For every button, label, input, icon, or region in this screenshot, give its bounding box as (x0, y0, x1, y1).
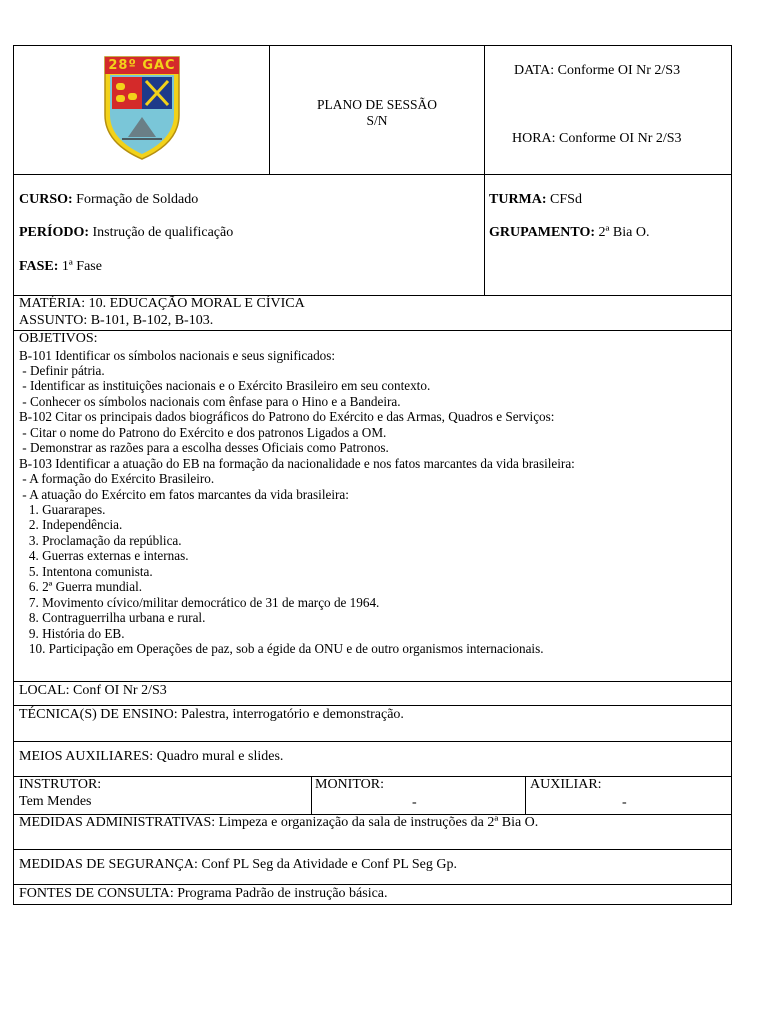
sources-row (13, 885, 732, 905)
date-time-cell (485, 46, 731, 174)
grupamento-label: GRUPAMENTO: (489, 225, 596, 240)
objective-line: B-103 Identificar a atuação do EB na formação da nacionalidade e nos fatos marcantes da vida brasileira: (19, 455, 575, 471)
title-line-1: PLANO DE SESSÃO (316, 97, 438, 112)
admin-measures-row (13, 815, 732, 850)
resources-cell: MEIOS AUXILIARES: Quadro mural e slides. (19, 749, 284, 764)
techniques-cell: TÉCNICA(S) DE ENSINO: Palestra, interrogatório e demonstração. (19, 707, 404, 722)
periodo-value: Instrução de qualificação (89, 225, 234, 240)
objective-line: 1. Guararapes. (19, 502, 106, 518)
objective-line: 8. Contraguerrilha urbana e rural. (19, 610, 206, 626)
staff-row (13, 777, 732, 815)
objective-line: 5. Intentona comunista. (19, 563, 153, 579)
techniques-row (13, 706, 732, 742)
objective-line: 9. História do EB. (19, 625, 125, 641)
time-field: HORA: Conforme OI Nr 2/S3 (512, 131, 682, 146)
emblem-cell (14, 46, 270, 174)
periodo-line (19, 225, 233, 241)
objective-line: 10. Participação em Operações de paz, sob a égide da ONU e de outro organismos internacionais. (19, 641, 544, 657)
instructor-label: INSTRUTOR: (19, 777, 102, 792)
instructor-cell (14, 777, 312, 814)
assistant-value: - (622, 795, 627, 810)
monitor-value: - (412, 795, 417, 810)
session-plan-document (13, 45, 732, 905)
safety-measures-row (13, 850, 732, 885)
turma-value: CFSd (546, 192, 582, 207)
objective-line: - A formação do Exército Brasileiro. (19, 471, 215, 487)
objective-line: - Conhecer os símbolos nacionais com ênfase para o Hino e a Bandeira. (19, 393, 401, 409)
turma-line (489, 192, 582, 208)
resources-row (13, 742, 732, 777)
safety-measures-cell: MEDIDAS DE SEGURANÇA: Conf PL Seg da Atividade e Conf PL Seg Gp. (19, 857, 458, 872)
emblem-banner-text: 28º GAC (108, 58, 176, 73)
objective-line: 7. Movimento cívico/militar democrático de 31 de março de 1964. (19, 594, 380, 610)
assunto-line: ASSUNTO: B-101, B-102, B-103. (19, 312, 214, 328)
objective-line: 4. Guerras externas e internas. (19, 548, 189, 564)
grupamento-line (489, 225, 649, 241)
objective-line: B-101 Identificar os símbolos nacionais e seus significados: (19, 347, 336, 363)
objectives-row (13, 331, 732, 682)
fase-value: 1ª Fase (58, 259, 102, 274)
objective-line: - Definir pátria. (19, 362, 105, 378)
objective-line: - Citar o nome do Patrono do Exército e dos patronos Ligados a OM. (19, 424, 387, 440)
instructor-value: Tem Mendes (19, 793, 92, 809)
course-info-row (13, 175, 732, 296)
document-title (270, 97, 484, 129)
objective-line: 6. 2ª Guerra mundial. (19, 579, 143, 595)
monitor-label: MONITOR: (315, 777, 384, 792)
objective-line: B-102 Citar os principais dados biográficos do Patrono do Exército e das Armas, Quadros e Serviços: (19, 409, 555, 425)
objective-line: - Demonstrar as razões para a escolha desses Oficiais como Patronos. (19, 440, 389, 456)
monitor-cell (312, 777, 526, 814)
objective-line: - A atuação do Exército em fatos marcantes da vida brasileira: (19, 486, 349, 502)
curso-line (19, 192, 198, 208)
date-field: DATA: Conforme OI Nr 2/S3 (514, 63, 681, 78)
location-cell: LOCAL: Conf OI Nr 2/S3 (19, 683, 167, 698)
location-row (13, 682, 732, 706)
grupamento-value: 2ª Bia O. (595, 225, 650, 240)
objective-line: 2. Independência. (19, 517, 123, 533)
objectives-list (19, 348, 726, 657)
assistant-cell (526, 777, 731, 814)
subject-row (13, 296, 732, 331)
fase-label: FASE: (19, 259, 59, 274)
admin-measures-cell: MEDIDAS ADMINISTRATIVAS: Limpeza e organização da sala de instruções da 2ª Bia O. (19, 815, 539, 830)
course-cell (14, 175, 485, 295)
objective-line: - Identificar as instituições nacionais e o Exército Brasileiro em seu contexto. (19, 378, 431, 394)
subject-cell (14, 296, 731, 330)
turma-label: TURMA: (489, 192, 547, 207)
objectives-heading: OBJETIVOS: (19, 331, 98, 346)
objective-line: 3. Proclamação da república. (19, 532, 182, 548)
header-row (13, 45, 732, 175)
curso-value: Formação de Soldado (72, 192, 199, 207)
assistant-label: AUXILIAR: (530, 777, 602, 792)
class-cell (485, 175, 731, 295)
curso-label: CURSO: (19, 192, 73, 207)
fase-line (19, 259, 102, 275)
title-line-2: S/N (366, 113, 388, 128)
materia-line: MATÉRIA: 10. EDUCAÇÃO MORAL E CÍVICA (19, 296, 305, 311)
sources-cell: FONTES DE CONSULTA: Programa Padrão de instrução básica. (19, 886, 388, 901)
objectives-cell (14, 331, 731, 681)
periodo-label: PERÍODO: (19, 225, 89, 240)
title-cell (270, 46, 485, 174)
